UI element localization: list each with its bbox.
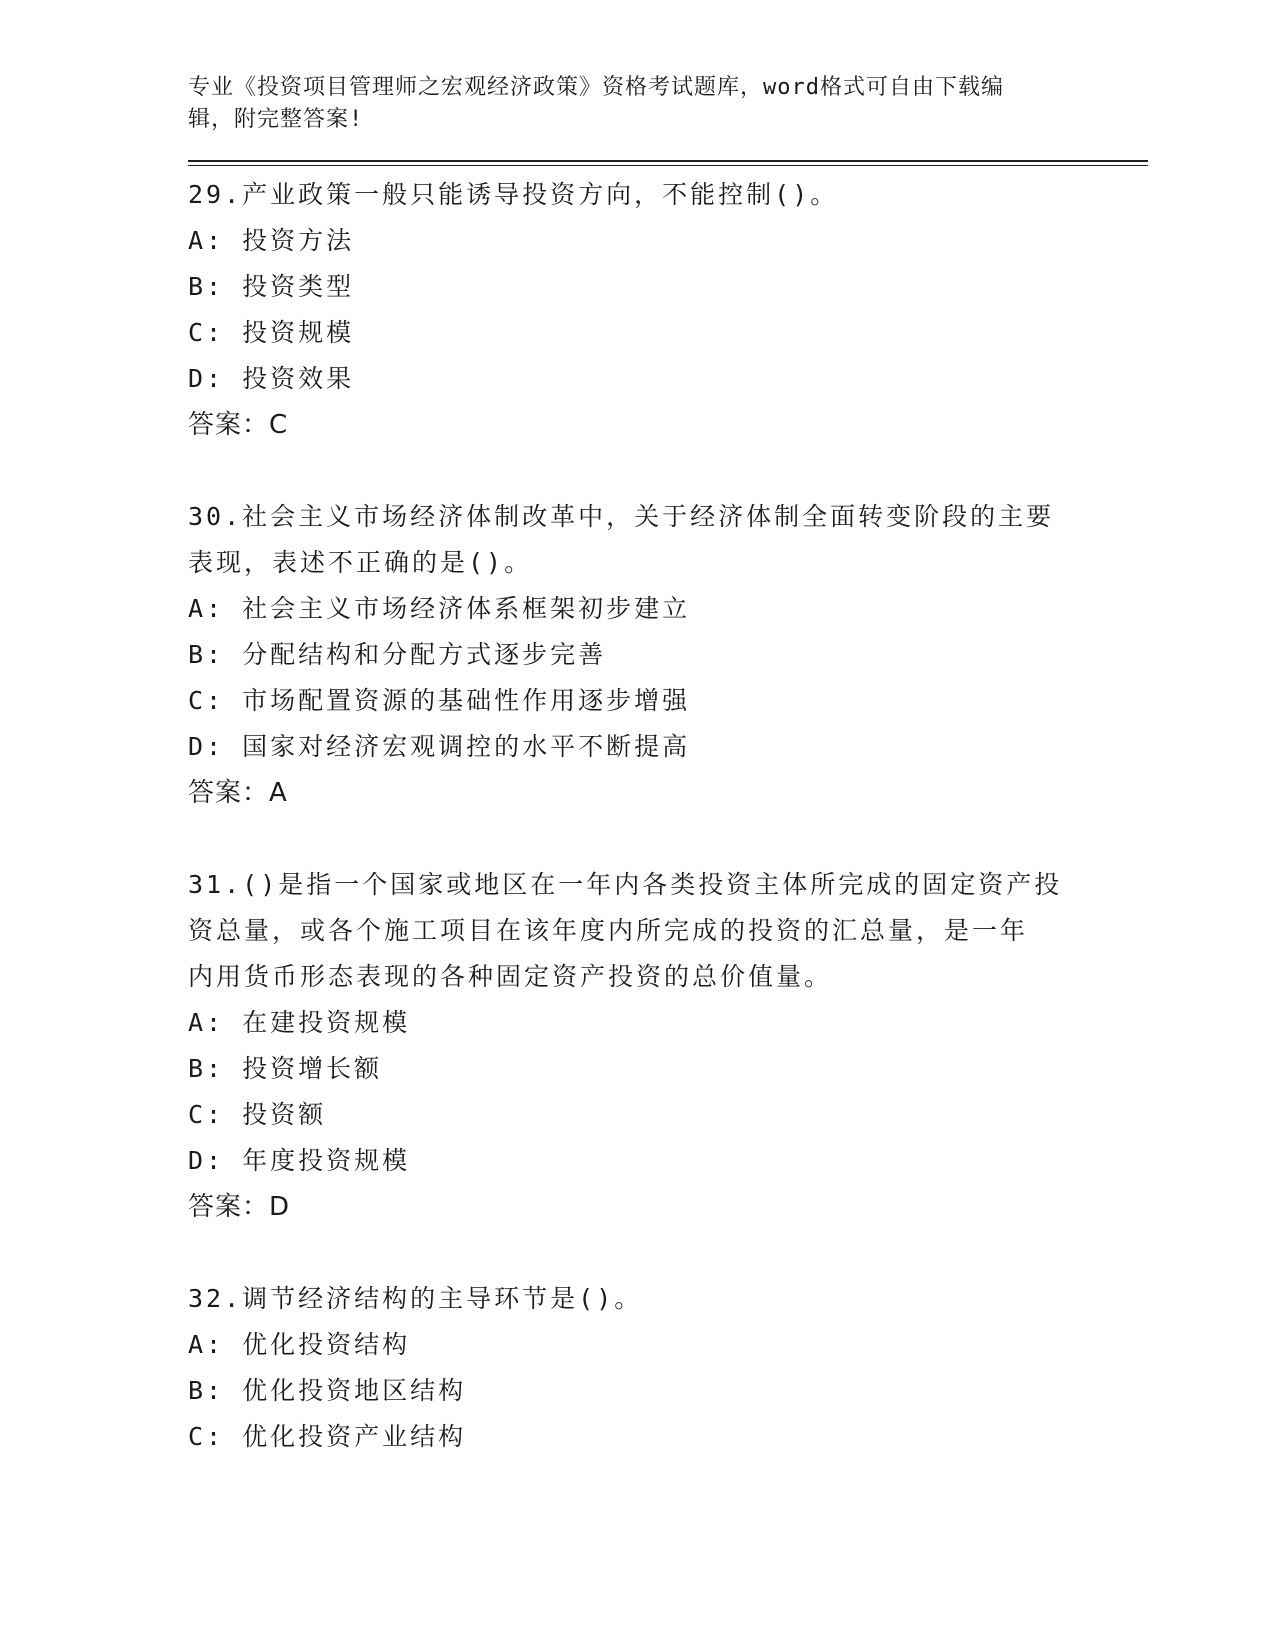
question-stem-line-2: 资总量，或各个施工项目在该年度内所完成的投资的汇总量，是一年 xyxy=(188,916,1029,945)
option-c: C: 投资规模 xyxy=(188,318,355,347)
header-divider xyxy=(188,160,1148,166)
question-30 xyxy=(188,494,1148,816)
question-32 xyxy=(188,1276,1148,1460)
option-a: A: 在建投资规模 xyxy=(188,1008,411,1037)
header-line-1: 专业《投资项目管理师之宏观经济政策》资格考试题库，word格式可自由下载编 xyxy=(188,75,1004,100)
option-c: C: 市场配置资源的基础性作用逐步增强 xyxy=(188,686,691,715)
question-stem: 32.调节经济结构的主导环节是()。 xyxy=(188,1284,643,1313)
option-d: D: 国家对经济宏观调控的水平不断提高 xyxy=(188,732,691,761)
option-b: B: 分配结构和分配方式逐步完善 xyxy=(188,640,607,669)
option-a: A: 优化投资结构 xyxy=(188,1330,411,1359)
question-list xyxy=(188,172,1148,1460)
header-line-2: 辑，附完整答案! xyxy=(188,107,364,132)
option-d: D: 年度投资规模 xyxy=(188,1146,411,1175)
question-stem-line-1: 30.社会主义市场经济体制改革中，关于经济体制全面转变阶段的主要 xyxy=(188,502,1055,531)
question-31 xyxy=(188,862,1148,1230)
document-header xyxy=(188,72,1068,136)
option-d: D: 投资效果 xyxy=(188,364,355,393)
answer-label: 答案：D xyxy=(188,1192,291,1222)
question-stem-line-1: 31.()是指一个国家或地区在一年内各类投资主体所完成的固定资产投 xyxy=(188,870,1063,899)
option-c: C: 投资额 xyxy=(188,1100,327,1129)
option-b: B: 优化投资地区结构 xyxy=(188,1376,467,1405)
option-b: B: 投资增长额 xyxy=(188,1054,383,1083)
option-a: A: 投资方法 xyxy=(188,226,355,255)
option-b: B: 投资类型 xyxy=(188,272,355,301)
document-page xyxy=(188,72,1148,1506)
question-stem: 29.产业政策一般只能诱导投资方向，不能控制()。 xyxy=(188,180,839,209)
answer-label: 答案：C xyxy=(188,410,289,440)
option-c: C: 优化投资产业结构 xyxy=(188,1422,467,1451)
question-29 xyxy=(188,172,1148,448)
option-a: A: 社会主义市场经济体系框架初步建立 xyxy=(188,594,691,623)
question-stem-line-3: 内用货币形态表现的各种固定资产投资的总价值量。 xyxy=(188,962,833,991)
answer-label: 答案：A xyxy=(188,778,288,808)
question-stem-line-2: 表现，表述不正确的是()。 xyxy=(188,548,533,577)
